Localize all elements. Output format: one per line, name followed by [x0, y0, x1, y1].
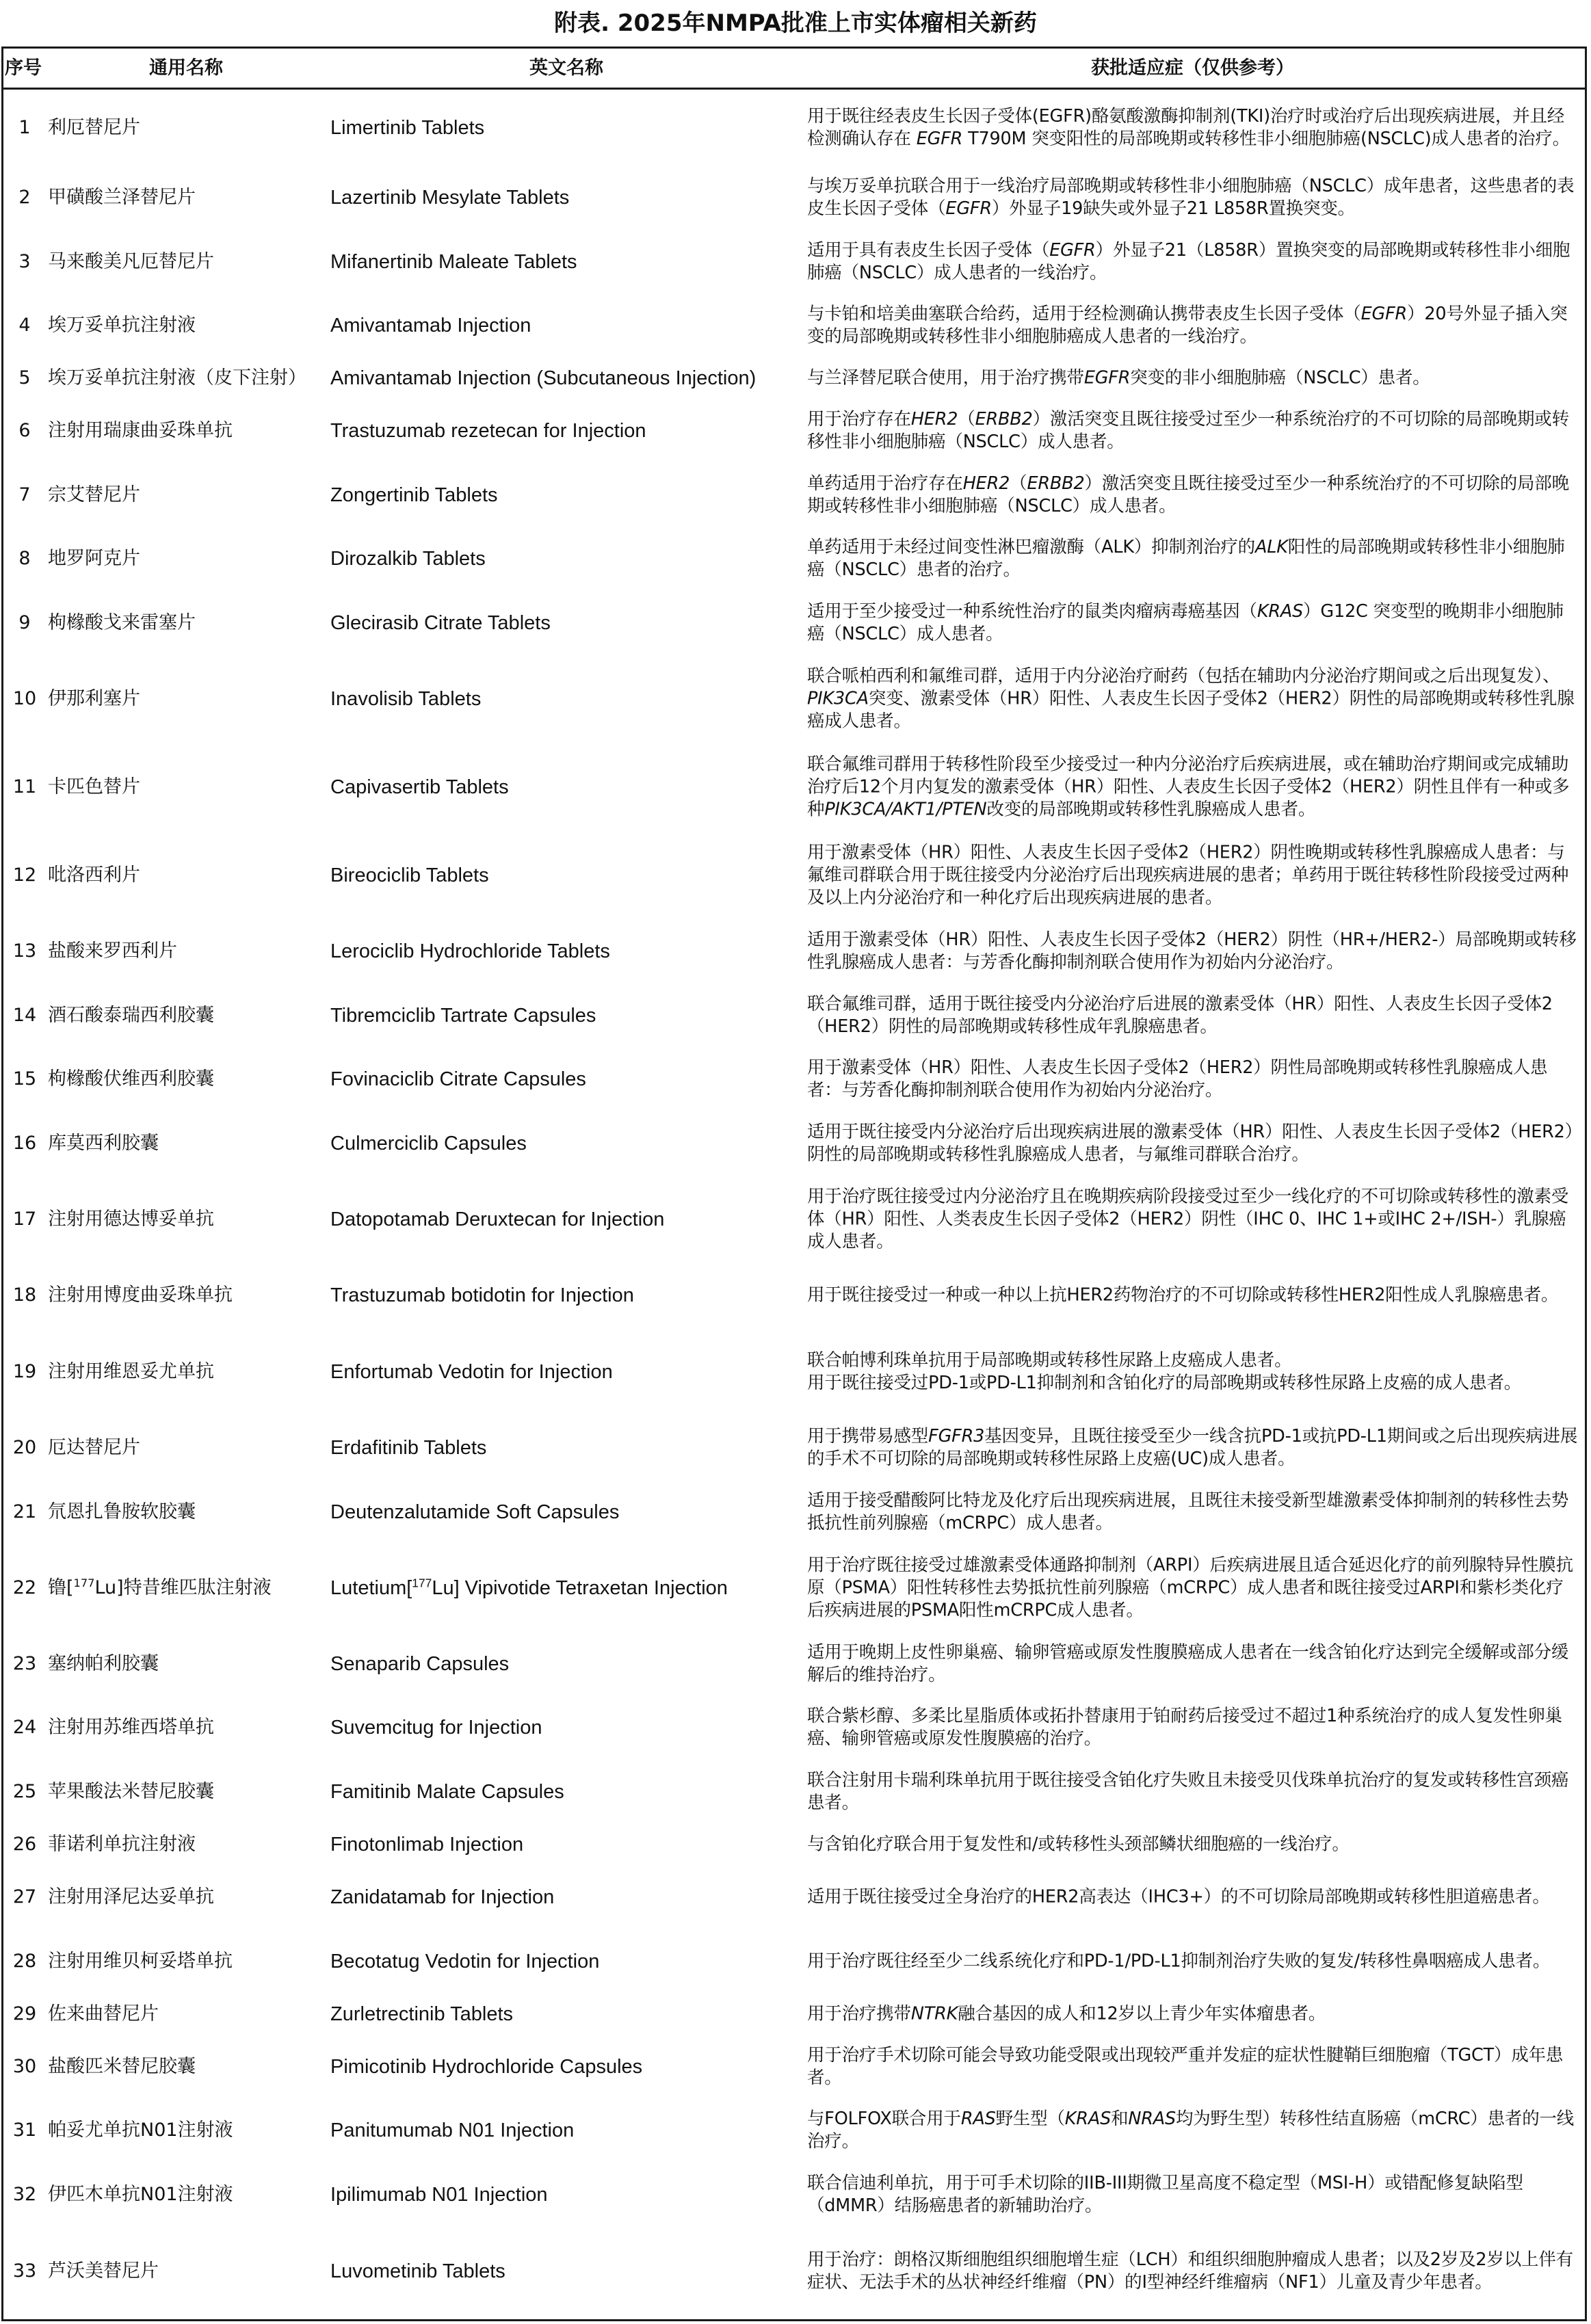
table-row: [3, 831, 1585, 919]
table-row: [3, 1111, 1585, 1175]
drug-table: [1, 47, 1587, 2321]
table-row: [3, 2227, 1585, 2315]
indication-text: 用于治疗：朗格汉斯细胞组织细胞增生症（LCH）和组织细胞肿瘤成人患者；以及2岁及2岁以上伴有症状、无法手术的丛状神经纤维瘤（PN）的I型神经纤维瘤病（NF1）儿童及青少年患者。: [807, 2249, 1573, 2293]
row-number: 8: [18, 548, 31, 569]
indication-text: 单药适用于治疗存在HER2（ERBB2）激活突变且既往接受过至少一种系统治疗的不可切除的局部晚期或转移性非小细胞肺癌（NSCLC）成人患者。: [807, 473, 1569, 516]
indication-text: 用于治疗存在HER2（ERBB2）激活突变且既往接受过至少一种系统治疗的不可切除的局部晚期或转移性非小细胞肺癌（NSCLC）成人患者。: [807, 409, 1569, 452]
english-name: Zurletrectinib Tablets: [330, 2003, 514, 2025]
indication-text: 联合氟维司群，适用于既往接受内分泌治疗后进展的激素受体（HR）阳性、人表皮生长因子受体2（HER2）阴性的局部晚期或转移性成年乳腺癌患者。: [807, 993, 1553, 1037]
table-row: [3, 655, 1585, 743]
indication-text: 联合帕博利珠单抗用于局部晚期或转移性尿路上皮癌成人患者。 用于既往接受过PD-1或PD-L1抑制剂和含铂化疗的局部晚期或转移性尿路上皮癌的成人患者。: [807, 1349, 1522, 1393]
generic-name: 枸橼酸戈来雷塞片: [48, 611, 196, 633]
indication-text: 联合注射用卡瑞利珠单抗用于既往接受含铂化疗失败且未接受贝伐珠单抗治疗的复发或转移性宫颈癌患者。: [807, 1770, 1569, 1813]
table-row: [3, 1480, 1585, 1544]
row-number: 24: [12, 1717, 37, 1738]
english-name: Bireociclib Tablets: [330, 864, 489, 886]
table-row: [3, 1263, 1585, 1328]
generic-name: 菲诺利单抗注射液: [48, 1834, 196, 1855]
row-number: 33: [12, 2260, 37, 2282]
english-name: Trastuzumab rezetecan for Injection: [330, 420, 646, 442]
generic-name: 注射用德达博妥单抗: [48, 1208, 214, 1230]
table-row: [3, 1695, 1585, 1760]
english-name: Amivantamab Injection: [330, 315, 531, 336]
generic-name: 伊匹木单抗N01注射液: [48, 2184, 233, 2205]
generic-name: 注射用维贝柯妥塔单抗: [48, 1951, 233, 1972]
header-number: 序号: [5, 57, 42, 79]
row-number: 6: [18, 420, 31, 441]
generic-name: 佐来曲替尼片: [48, 2003, 159, 2024]
english-name: Ipilimumab N01 Injection: [330, 2184, 548, 2206]
indication-text: 适用于至少接受过一种系统性治疗的鼠类肉瘤病毒癌基因（KRAS）G12C 突变型的晚期非小细胞肺癌（NSCLC）成人患者。: [807, 600, 1564, 644]
generic-name: 苹果酸法米替尼胶囊: [48, 1781, 214, 1802]
english-name: Limertinib Tablets: [330, 116, 485, 139]
english-name: Pimicotinib Hydrochloride Capsules: [330, 2055, 643, 2078]
english-name: Amivantamab Injection (Subcutaneous Injection): [330, 367, 757, 389]
indication-text: 适用于具有表皮生长因子受体（EGFR）外显子21（L858R）置换突变的局部晚期或转移性非小细胞肺癌（NSCLC）成人患者的一线治疗。: [807, 239, 1570, 283]
table-row: [3, 230, 1585, 293]
row-number: 3: [18, 250, 31, 272]
english-name: Glecirasib Citrate Tablets: [330, 611, 551, 634]
indication-text: 用于携带易感型FGFR3基因变异，且既往接受至少一线含抗PD-1或抗PD-L1期间或之后出现疾病进展的手术不可切除的局部晚期或转移性尿路上皮癌(UC)成人患者。: [807, 1426, 1578, 1469]
row-number: 32: [12, 2184, 37, 2205]
table-row: [3, 399, 1585, 463]
row-number: 25: [12, 1781, 37, 1802]
indication-text: 用于既往经表皮生长因子受体(EGFR)酪氨酸激酶抑制剂(TKI)治疗时或治疗后出现疾病进展，并且经检测确认存在 EGFR T790M 突变阳性的局部晚期或转移性非小细胞肺癌(NSCLC)成人患者的治疗。: [807, 105, 1570, 149]
table-row: [3, 1416, 1585, 1480]
indication-text: 适用于既往接受过全身治疗的HER2高表达（IHC3+）的不可切除局部晚期或转移性胆道癌患者。: [807, 1886, 1550, 1907]
english-name: Famitinib Malate Capsules: [330, 1781, 564, 1803]
row-number: 19: [12, 1360, 37, 1382]
row-number: 2: [18, 187, 31, 208]
row-number: 14: [12, 1004, 37, 1026]
indication-text: 用于治疗既往接受过雄激素受体通路抑制剂（ARPI）后疾病进展且适合延迟化疗的前列腺特异性膜抗原（PSMA）阳性转移性去势抵抗性前列腺癌（mCRPC）成人患者和既往接受过ARPI和紫杉类化疗后疾病进展的PSMA阳性mCRPC成人患者。: [807, 1555, 1573, 1620]
header-generic-name: 通用名称: [149, 57, 223, 79]
english-name: Lutetium[$^{177}$Lu] Vipivotide Tetraxetan Injection: [330, 1575, 728, 1599]
table-row: [3, 2098, 1585, 2163]
row-number: 17: [12, 1208, 37, 1230]
row-number: 23: [12, 1652, 37, 1674]
row-number: 20: [12, 1437, 37, 1458]
generic-name: 酒石酸泰瑞西利胶囊: [48, 1004, 214, 1026]
row-number: 30: [12, 2055, 37, 2077]
row-number: 15: [12, 1068, 37, 1090]
english-name: Trastuzumab botidotin for Injection: [330, 1284, 634, 1306]
table-row: [3, 293, 1585, 358]
table-row: [3, 1544, 1585, 1632]
generic-name: 注射用维恩妥尤单抗: [48, 1360, 214, 1382]
generic-name: 埃万妥单抗注射液（皮下注射）: [48, 367, 306, 388]
row-number: 11: [12, 776, 37, 797]
generic-name: 注射用苏维西塔单抗: [48, 1717, 214, 1738]
indication-text: 联合信迪利单抗，用于可手术切除的IIB-III期微卫星高度不稳定型（MSI-H）或错配修复缺陷型（dMMR）结肠癌患者的新辅助治疗。: [807, 2173, 1523, 2216]
generic-name: 注射用泽尼达妥单抗: [48, 1886, 214, 1907]
english-name: Tibremciclib Tartrate Capsules: [330, 1004, 596, 1027]
english-name: Enfortumab Vedotin for Injection: [330, 1360, 613, 1383]
generic-name: 厄达替尼片: [48, 1437, 140, 1458]
indication-text: 用于治疗携带NTRK融合基因的成人和12岁以上青少年实体瘤患者。: [807, 2003, 1326, 2024]
table-row: [3, 527, 1585, 591]
indication-text: 用于既往接受过一种或一种以上抗HER2药物治疗的不可切除或转移性HER2阳性成人乳腺癌患者。: [807, 1284, 1559, 1306]
generic-name: 宗艾替尼片: [48, 484, 140, 505]
row-number: 9: [18, 611, 31, 633]
indication-text: 适用于接受醋酸阿比特龙及化疗后出现疾病进展，且既往未接受新型雄激素受体抑制剂的转移性去势抵抗性前列腺癌（mCRPC）成人患者。: [807, 1490, 1569, 1533]
generic-name: 注射用博度曲妥珠单抗: [48, 1284, 233, 1306]
english-name: Dirozalkib Tablets: [330, 548, 486, 570]
generic-name: 卡匹色替片: [48, 776, 140, 797]
table-row: [3, 2035, 1585, 2098]
table-row: [3, 166, 1585, 230]
indication-text: 联合紫杉醇、多柔比星脂质体或拓扑替康用于铂耐药后接受过不超过1种系统治疗的成人复发性卵巢癌、输卵管癌或原发性腹膜癌的治疗。: [807, 1706, 1562, 1749]
table-row: [3, 1328, 1585, 1416]
table-row: [3, 1824, 1585, 1865]
table-header: [3, 49, 1585, 90]
table-row: [3, 743, 1585, 831]
english-name: Erdafitinib Tablets: [330, 1437, 487, 1459]
row-number: 10: [12, 687, 37, 709]
generic-name: 氘恩扎鲁胺软胶囊: [48, 1501, 196, 1522]
generic-name: 埃万妥单抗注射液: [48, 315, 196, 336]
generic-name: 注射用瑞康曲妥珠单抗: [48, 420, 233, 441]
table-row: [3, 919, 1585, 983]
english-name: Culmerciclib Capsules: [330, 1132, 527, 1154]
table-row: [3, 1632, 1585, 1695]
generic-name: 盐酸来罗西利片: [48, 940, 177, 962]
row-number: 12: [12, 864, 37, 886]
table-row: [3, 1047, 1585, 1111]
indication-text: 用于激素受体（HR）阳性、人表皮生长因子受体2（HER2）阴性晚期或转移性乳腺癌成人患者：与氟维司群联合用于既往接受内分泌治疗后出现疾病进展的患者；单药用于既往转移性阶段接受过两种及以上内分泌治疗和一种化疗后出现疾病进展的患者。: [807, 842, 1569, 908]
table-row: [3, 1865, 1585, 1929]
row-number: 29: [12, 2003, 37, 2024]
english-name: Suvemcitug for Injection: [330, 1717, 542, 1739]
table-row: [3, 358, 1585, 399]
generic-name: 马来酸美凡厄替尼片: [48, 250, 214, 272]
english-name: Lazertinib Mesylate Tablets: [330, 187, 570, 209]
generic-name: 地罗阿克片: [48, 548, 140, 569]
indication-text: 适用于既往接受内分泌治疗后出现疾病进展的激素受体（HR）阳性、人表皮生长因子受体2（HER2）阴性的局部晚期或转移性乳腺癌成人患者，与氟维司群联合治疗。: [807, 1121, 1574, 1165]
generic-name: 库莫西利胶囊: [48, 1132, 159, 1154]
indication-text: 与兰泽替尼联合使用，用于治疗携带EGFR突变的非小细胞肺癌（NSCLC）患者。: [807, 367, 1430, 388]
indication-text: 用于治疗手术切除可能会导致功能受限或出现较严重并发症的症状性腱鞘巨细胞瘤（TGCT）成年患者。: [807, 2044, 1564, 2088]
table-row: [3, 1760, 1585, 1824]
generic-name: 枸橼酸伏维西利胶囊: [48, 1068, 214, 1090]
row-number: 18: [12, 1284, 37, 1306]
generic-name: 伊那利塞片: [48, 687, 140, 709]
generic-name: 芦沃美替尼片: [48, 2260, 159, 2282]
english-name: Luvometinib Tablets: [330, 2260, 505, 2282]
row-number: 28: [12, 1951, 37, 1972]
table-row: [3, 591, 1585, 655]
english-name: Datopotamab Deruxtecan for Injection: [330, 1208, 665, 1230]
row-number: 16: [12, 1132, 37, 1154]
generic-name: 甲磺酸兰泽替尼片: [48, 187, 196, 208]
indication-text: 用于治疗既往经至少二线系统化疗和PD-1/PD-L1抑制剂治疗失败的复发/转移性鼻咽癌成人患者。: [807, 1951, 1551, 1972]
table-row: [3, 1175, 1585, 1263]
table-row: [3, 463, 1585, 527]
indication-text: 适用于激素受体（HR）阳性、人表皮生长因子受体2（HER2）阴性（HR+/HER2-）局部晚期或转移性乳腺癌成人患者：与芳香化酶抑制剂联合使用作为初始内分泌治疗。: [807, 929, 1577, 973]
table-row: [3, 1929, 1585, 1994]
generic-name: 吡洛西利片: [48, 864, 140, 886]
english-name: Senaparib Capsules: [330, 1652, 510, 1675]
english-name: Panitumumab N01 Injection: [330, 2120, 575, 2141]
generic-name: 塞纳帕利胶囊: [48, 1652, 159, 1674]
english-name: Zanidatamab for Injection: [330, 1886, 555, 1908]
indication-text: 联合氟维司群用于转移性阶段至少接受过一种内分泌治疗后疾病进展，或在辅助治疗期间或完成辅助治疗后12个月内复发的激素受体（HR）阳性、人表皮生长因子受体2（HER2）阴性且伴有一种或多种PIK3CA/AKT1/PTEN改变的局部晚期或转移性乳腺癌成人患者。: [807, 754, 1570, 819]
table-row: [3, 2163, 1585, 2227]
row-number: 21: [12, 1501, 37, 1522]
row-number: 27: [12, 1886, 37, 1907]
generic-name: 帕妥尤单抗N01注射液: [48, 2120, 233, 2141]
indication-text: 单药适用于未经过间变性淋巴瘤激酶（ALK）抑制剂治疗的ALK阳性的局部晚期或转移性非小细胞肺癌（NSCLC）患者的治疗。: [807, 537, 1565, 580]
english-name: Lerociclib Hydrochloride Tablets: [330, 940, 610, 962]
english-name: Zongertinib Tablets: [330, 484, 498, 506]
english-name: Deutenzalutamide Soft Capsules: [330, 1501, 620, 1523]
english-name: Mifanertinib Maleate Tablets: [330, 250, 577, 273]
generic-name: 镥[$^{177}$Lu]特昔维匹肽注射液: [48, 1576, 272, 1598]
table-row: [3, 90, 1585, 166]
generic-name: 盐酸匹米替尼胶囊: [48, 2055, 196, 2077]
row-number: 13: [12, 940, 37, 962]
indication-text: 与埃万妥单抗联合用于一线治疗局部晚期或转移性非小细胞肺癌（NSCLC）成年患者，这些患者的表皮生长因子受体（EGFR）外显子19缺失或外显子21 L858R置换突变。: [807, 176, 1575, 219]
table-row: [3, 983, 1585, 1047]
indication-text: 与卡铂和培美曲塞联合给药，适用于经检测确认携带表皮生长因子受体（EGFR）20号外显子插入突变的局部晚期或转移性非小细胞肺癌成人患者的一线治疗。: [807, 304, 1568, 347]
row-number: 5: [18, 367, 31, 388]
indication-text: 与FOLFOX联合用于RAS野生型（KRAS和NRAS均为野生型）转移性结直肠癌（mCRC）患者的一线治疗。: [807, 2109, 1575, 2152]
indication-text: 用于治疗既往接受过内分泌治疗且在晚期疾病阶段接受过至少一线化疗的不可切除或转移性的激素受体（HR）阳性、人类表皮生长因子受体2（HER2）阴性（IHC 0、IHC 1+或IHC 2+/ISH-）乳腺癌成人患者。: [807, 1186, 1569, 1252]
english-name: Becotatug Vedotin for Injection: [330, 1951, 600, 1972]
indication-text: 适用于晚期上皮性卵巢癌、输卵管癌或原发性腹膜癌成人患者在一线含铂化疗达到完全缓解或部分缓解后的维持治疗。: [807, 1641, 1569, 1685]
english-name: Capivasertib Tablets: [330, 776, 509, 798]
header-english-name: 英文名称: [529, 57, 603, 79]
row-number: 22: [12, 1576, 37, 1598]
indication-text: 联合哌柏西利和氟维司群，适用于内分泌治疗耐药（包括在辅助内分泌治疗期间或之后出现复发）、PIK3CA突变、激素受体（HR）阳性、人表皮生长因子受体2（HER2）阴性的局部晚期或转移性乳腺癌成人患者。: [807, 665, 1575, 731]
row-number: 26: [12, 1834, 37, 1855]
table-row: [3, 1994, 1585, 2035]
row-number: 4: [18, 315, 31, 336]
row-number: 1: [18, 116, 31, 138]
header-indication: 获批适应症（仅供参考）: [1091, 57, 1294, 79]
english-name: Finotonlimab Injection: [330, 1834, 524, 1856]
indication-text: 与含铂化疗联合用于复发性和/或转移性头颈部鳞状细胞癌的一线治疗。: [807, 1834, 1350, 1855]
english-name: Inavolisib Tablets: [330, 687, 482, 710]
indication-text: 用于激素受体（HR）阳性、人表皮生长因子受体2（HER2）阴性局部晚期或转移性乳腺癌成人患者：与芳香化酶抑制剂联合使用作为初始内分泌治疗。: [807, 1057, 1548, 1100]
page-title: 附表. 2025年NMPA批准上市实体瘤相关新药: [554, 10, 1037, 37]
english-name: Fovinaciclib Citrate Capsules: [330, 1068, 586, 1090]
row-number: 7: [18, 484, 31, 505]
generic-name: 利厄替尼片: [48, 116, 140, 138]
row-number: 31: [12, 2120, 37, 2141]
